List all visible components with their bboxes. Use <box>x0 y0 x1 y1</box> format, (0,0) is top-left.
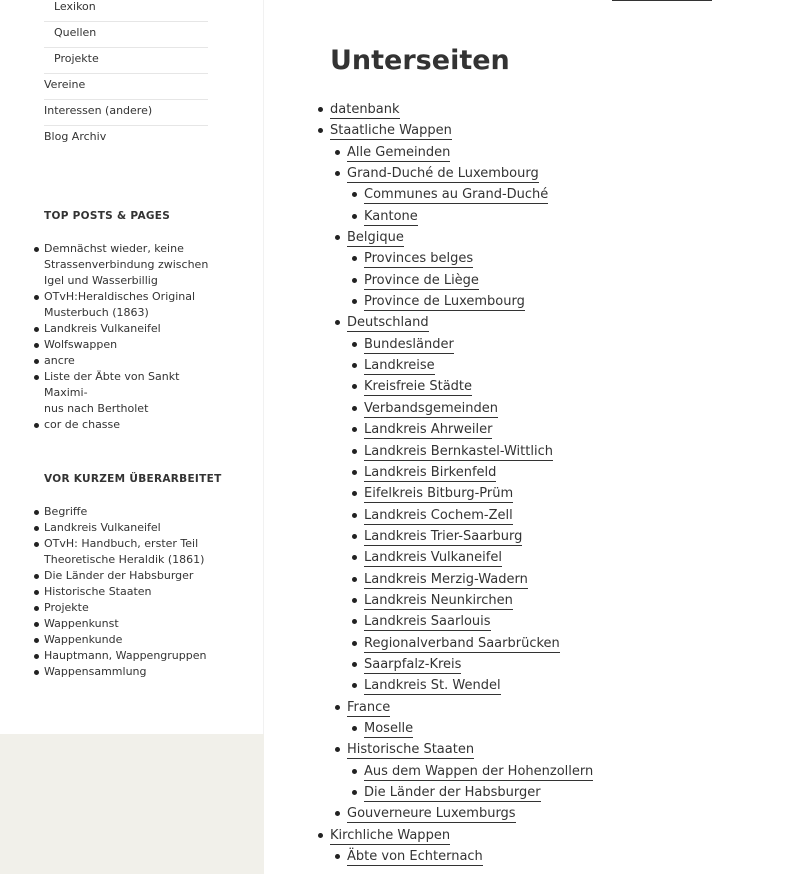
sidebar-item-projekte[interactable] <box>44 48 208 74</box>
list-item <box>330 120 593 824</box>
sidebar-item-label: Vereine <box>44 78 86 91</box>
sublist <box>347 184 593 227</box>
top-posts-title: TOP POSTS & PAGES <box>44 210 171 222</box>
list-item <box>364 590 593 611</box>
subpage-link[interactable]: Kreisfreie Städte <box>364 379 473 395</box>
list-item <box>364 248 593 269</box>
subpage-link[interactable]: Belgique <box>347 230 404 246</box>
subpage-link[interactable]: Historische Staaten <box>347 742 475 758</box>
top-post-link[interactable]: Liste der Äbte von Sankt Maximi- nus nach Bertholet <box>44 369 212 417</box>
list-item <box>364 569 593 590</box>
top-post-link[interactable]: Landkreis Vulkaneifel <box>44 321 212 337</box>
recent-link[interactable]: OTvH: Handbuch, erster Teil Theoretische Heraldik (1861) <box>44 536 212 568</box>
sidebar <box>0 0 264 734</box>
list-item <box>364 675 593 696</box>
subpage-link[interactable]: Moselle <box>364 720 414 736</box>
list-item <box>364 270 593 291</box>
subpage-link[interactable]: Landkreis Saarlouis <box>364 614 491 630</box>
subpage-link[interactable]: Aus dem Wappen der Hohenzollern <box>364 763 594 779</box>
divider <box>612 0 712 1</box>
subpage-link[interactable]: Deutschland <box>347 315 429 331</box>
subpage-link[interactable]: Landkreise <box>364 358 435 374</box>
subpage-link[interactable]: Regionalverband Saarbrücken <box>364 635 560 651</box>
sidebar-item-label: Projekte <box>54 52 99 65</box>
list-item <box>364 526 593 547</box>
subpage-link[interactable]: Landkreis Vulkaneifel <box>364 550 502 566</box>
recent-link[interactable]: Begriffe <box>44 504 212 520</box>
sublist <box>347 248 593 312</box>
subpage-link[interactable]: Bundesländer <box>364 336 454 352</box>
subpage-link[interactable]: Kantone <box>364 208 418 224</box>
recent-link[interactable]: Landkreis Vulkaneifel <box>44 520 212 536</box>
list-item <box>330 99 593 120</box>
subpage-link[interactable]: Province de Luxembourg <box>364 294 525 310</box>
subpages-tree <box>330 99 593 867</box>
sidebar-item-lexikon[interactable] <box>44 0 208 22</box>
list-item <box>347 142 593 163</box>
page-title: Unterseiten <box>330 45 510 76</box>
top-posts-list <box>44 241 212 433</box>
top-post-link[interactable]: ancre <box>44 353 212 369</box>
list-item <box>364 419 593 440</box>
recent-title: VOR KURZEM ÜBERARBEITET <box>44 473 222 485</box>
list-item <box>364 441 593 462</box>
sidebar-footer-area <box>0 734 264 874</box>
recent-link[interactable]: Wappensammlung <box>44 664 212 680</box>
list-item <box>347 803 593 824</box>
top-post-link[interactable]: Wolfswappen <box>44 337 212 353</box>
subpage-link[interactable]: Eifelkreis Bitburg-Prüm <box>364 486 514 502</box>
list-item <box>347 227 593 312</box>
sidebar-item-interessen[interactable] <box>44 100 208 126</box>
subpage-link[interactable]: datenbank <box>330 102 400 117</box>
list-item <box>347 312 593 696</box>
list-item <box>347 163 593 227</box>
list-item <box>364 654 593 675</box>
subpage-link[interactable]: Province de Liège <box>364 272 479 288</box>
list-item <box>364 184 593 205</box>
subpage-link[interactable]: Provinces belges <box>364 251 474 267</box>
sublist <box>347 761 593 804</box>
sidebar-item-label: Interessen (andere) <box>44 104 153 117</box>
sidebar-item-quellen[interactable] <box>44 22 208 48</box>
subpage-link[interactable]: Landkreis Neunkirchen <box>364 592 513 608</box>
recent-link[interactable]: Wappenkunde <box>44 632 212 648</box>
sidebar-item-vereine[interactable] <box>44 74 208 100</box>
subpage-link[interactable]: Staatliche Wappen <box>330 123 452 139</box>
list-item <box>347 739 593 803</box>
sublist <box>347 718 593 739</box>
subpage-link[interactable]: Grand-Duché de Luxembourg <box>347 166 539 182</box>
list-item <box>364 633 593 654</box>
list-item <box>347 697 593 740</box>
sublist <box>330 846 593 867</box>
list-item <box>364 355 593 376</box>
subpage-link[interactable]: Verbandsgemeinden <box>364 400 498 416</box>
top-post-link[interactable]: OTvH:Heraldisches Original Musterbuch (1863) <box>44 289 212 321</box>
list-item <box>364 334 593 355</box>
list-item <box>364 782 593 803</box>
subpage-link[interactable]: Saarpfalz-Kreis <box>364 656 462 672</box>
subpage-link[interactable]: Landkreis Merzig-Wadern <box>364 571 528 587</box>
sublist <box>330 142 593 825</box>
list-item <box>364 398 593 419</box>
list-item <box>364 718 593 739</box>
recent-link[interactable]: Wappenkunst <box>44 616 212 632</box>
subpage-link[interactable]: Gouverneure Luxemburgs <box>347 806 516 822</box>
subpage-link[interactable]: Landkreis Ahrweiler <box>364 422 493 438</box>
subpage-link[interactable]: Landkreis Trier-Saarburg <box>364 528 523 544</box>
subpage-link[interactable]: France <box>347 699 391 715</box>
subpage-link[interactable]: Communes au Grand-Duché <box>364 187 549 203</box>
subpage-link[interactable]: Äbte von Echternach <box>347 849 483 865</box>
list-item <box>347 846 593 867</box>
recent-link[interactable]: Hauptmann, Wappengruppen <box>44 648 212 664</box>
list-item <box>364 376 593 397</box>
sidebar-item-label: Quellen <box>54 26 97 39</box>
sidebar-menu <box>44 0 208 152</box>
sidebar-item-blog-archiv[interactable] <box>44 126 208 152</box>
list-item <box>364 761 593 782</box>
sidebar-item-label: Lexikon <box>54 0 96 13</box>
subpage-link[interactable]: Alle Gemeinden <box>347 144 451 160</box>
list-item <box>330 825 593 868</box>
list-item <box>364 483 593 504</box>
subpage-link[interactable]: Landkreis Birkenfeld <box>364 464 497 480</box>
top-post-link[interactable]: Demnächst wieder, keine Strassenverbindung zwischen Igel und Wasserbillig <box>44 241 212 289</box>
subpage-link[interactable]: Kirchliche Wappen <box>330 827 451 843</box>
subpage-link[interactable]: Landkreis Cochem-Zell <box>364 507 513 523</box>
sidebar-item-label: Blog Archiv <box>44 130 107 143</box>
list-item <box>364 206 593 227</box>
list-item <box>364 547 593 568</box>
recent-list <box>44 504 212 680</box>
recent-link[interactable]: Historische Staaten <box>44 584 212 600</box>
subpage-link[interactable]: Landkreis Bernkastel-Wittlich <box>364 443 553 459</box>
recent-link[interactable]: Die Länder der Habsburger <box>44 568 212 584</box>
list-item <box>364 505 593 526</box>
top-post-link[interactable]: cor de chasse <box>44 417 212 433</box>
subpage-link[interactable]: Landkreis St. Wendel <box>364 678 501 694</box>
list-item <box>364 291 593 312</box>
list-item <box>364 611 593 632</box>
sublist <box>347 334 593 697</box>
list-item <box>364 462 593 483</box>
recent-link[interactable]: Projekte <box>44 600 212 616</box>
subpage-link[interactable]: Die Länder der Habsburger <box>364 785 541 800</box>
